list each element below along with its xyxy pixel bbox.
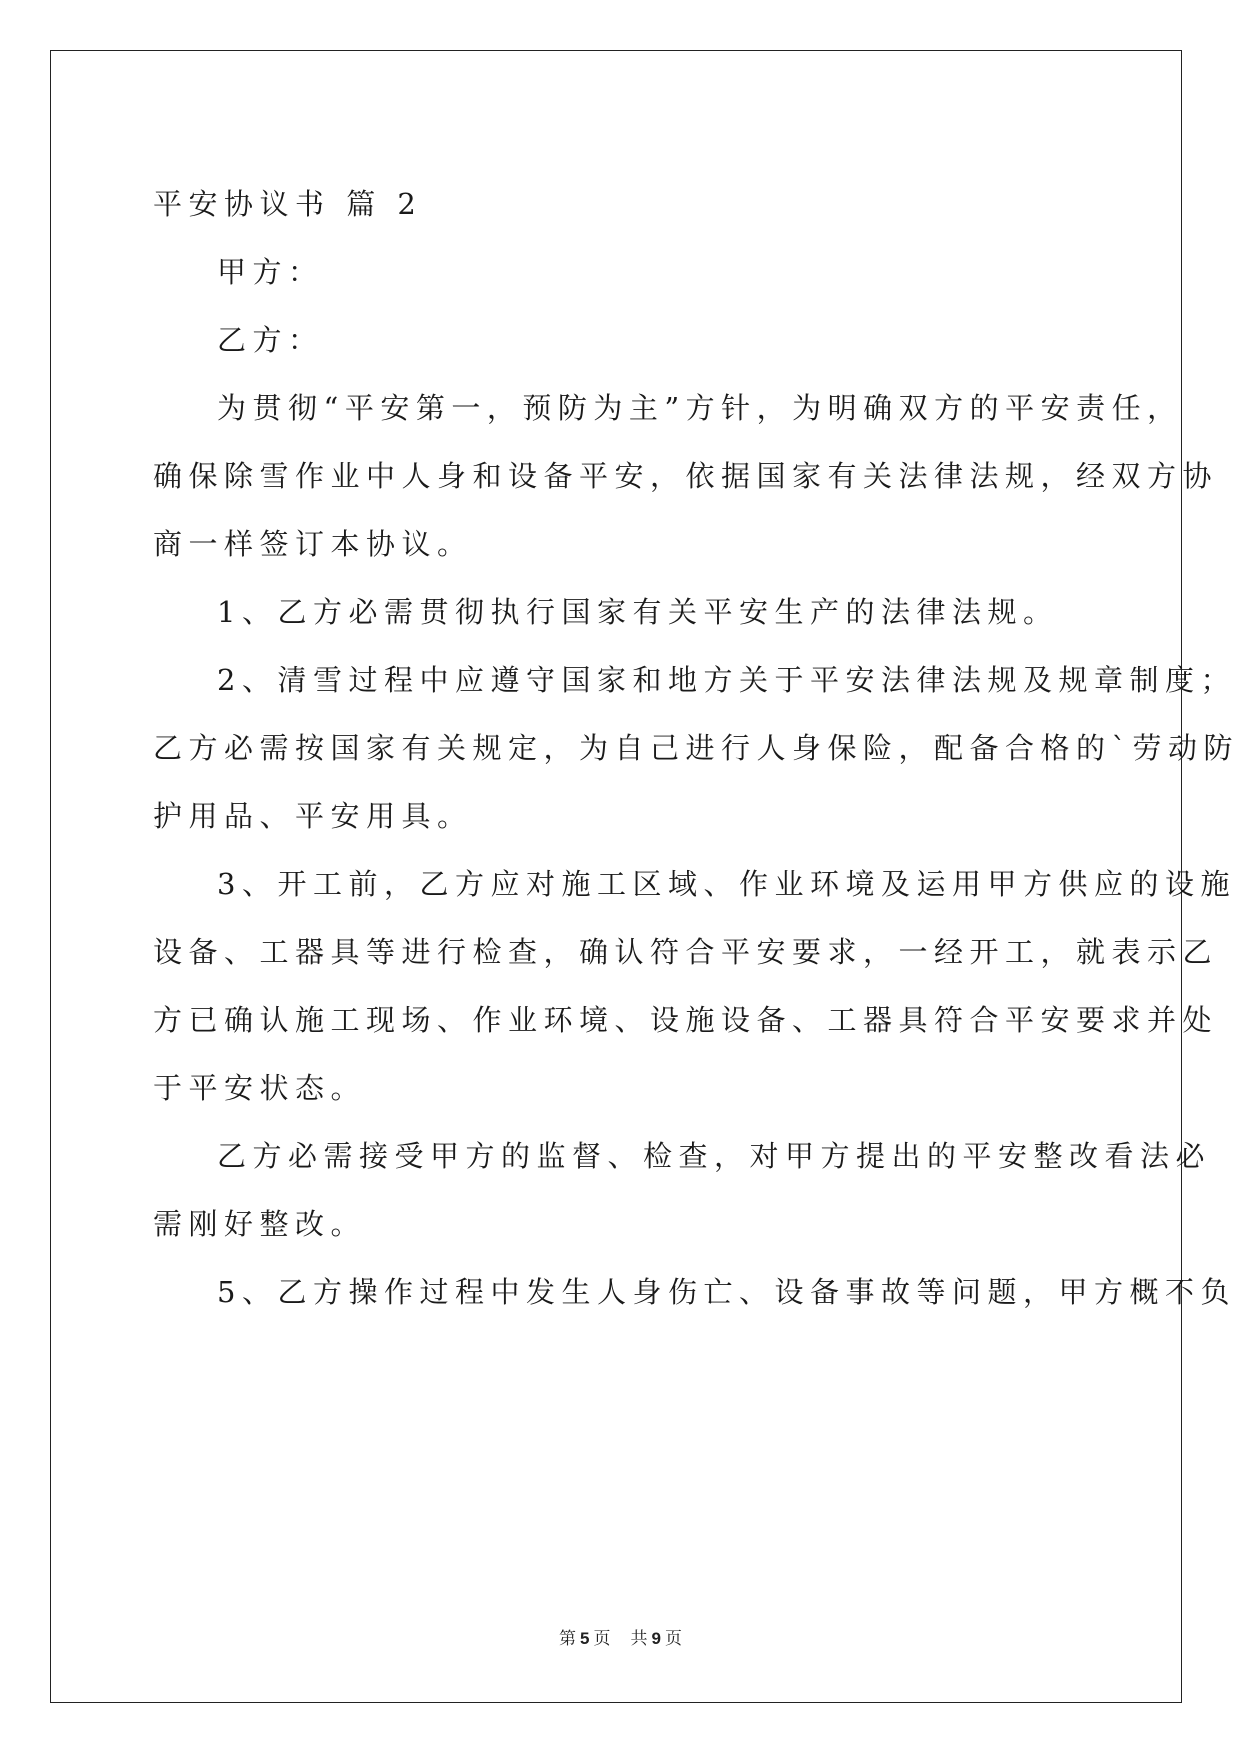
text-line: 护用品、平安用具。	[153, 799, 473, 833]
party-b-label: 乙方：	[217, 323, 324, 357]
document-body	[153, 170, 1240, 1326]
current-page-number: 5	[580, 1629, 590, 1648]
document-title: 平安协议书 篇 2	[153, 187, 423, 221]
text-line: 于平安状态。	[153, 1071, 367, 1105]
text-line: 确保除雪作业中人身和设备平安，依据国家有关法律法规，经双方协	[153, 459, 1219, 493]
text-line: 1、乙方必需贯彻执行国家有关平安生产的法律法规。	[217, 595, 1059, 629]
text-line: 为贯彻“平安第一，预防为主”方针，为明确双方的平安责任，	[217, 391, 1183, 425]
page-footer	[0, 1624, 1241, 1649]
text-line: 需刚好整改。	[153, 1207, 367, 1241]
text-line: 乙方必需接受甲方的监督、检查，对甲方提出的平安整改看法必	[217, 1139, 1212, 1173]
footer-total-unit: 页	[664, 1629, 682, 1649]
agreement-text	[153, 374, 1240, 1326]
text-line: 3、开工前，乙方应对施工区域、作业环境及运用甲方供应的设施	[217, 867, 1236, 901]
total-page-number: 9	[651, 1629, 661, 1648]
text-line: 方已确认施工现场、作业环境、设施设备、工器具符合平安要求并处	[153, 1003, 1219, 1037]
party-a-label: 甲方：	[217, 255, 324, 289]
text-line: 商一样签订本协议。	[153, 527, 473, 561]
text-line: 乙方必需按国家有关规定，为自己进行人身保险，配备合格的`劳动防	[153, 731, 1240, 765]
footer-prefix: 第	[559, 1629, 577, 1649]
text-line: 2、清雪过程中应遵守国家和地方关于平安法律法规及规章制度；	[217, 663, 1236, 697]
footer-page-unit: 页	[593, 1629, 611, 1649]
footer-total-prefix: 共	[630, 1629, 648, 1649]
text-line: 5、乙方操作过程中发生人身伤亡、设备事故等问题，甲方概不负	[217, 1275, 1236, 1309]
text-line: 设备、工器具等进行检查，确认符合平安要求，一经开工，就表示乙	[153, 935, 1219, 969]
